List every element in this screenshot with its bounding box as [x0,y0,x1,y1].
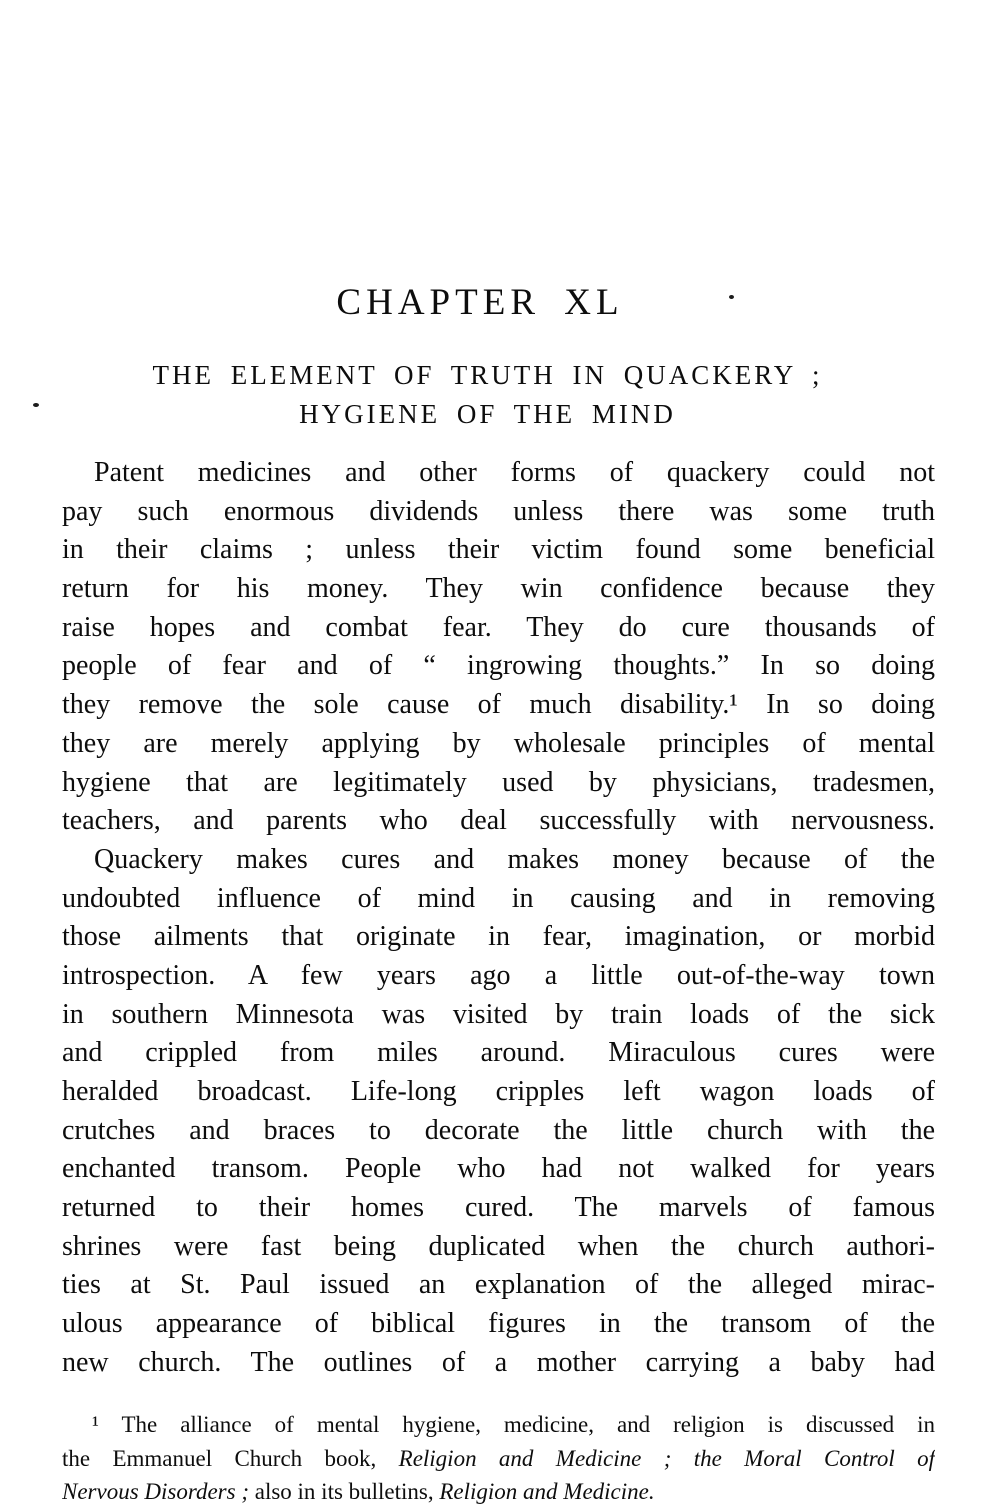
text-line: pay such enormous dividends unless there was some truth [62,495,935,527]
text-line: ulous appearance of biblical figures in the transom of the [62,1308,935,1340]
chapter-subtitle [0,356,975,434]
text-line: Patent medicines and other forms of quackery could not [94,457,935,488]
text-line: return for his money. They win confidence because they [62,573,935,605]
paragraph-2 [62,841,935,1383]
text-line: shrines were fast being duplicated when the church authori- [62,1230,935,1262]
text-line: heralded broadcast. Life-long cripples left wagon loads of [62,1076,935,1107]
text-line: ¹ The alliance of mental hygiene, medicine, and religion is discussed in [92,1412,935,1437]
text-line: they are merely applying by wholesale principles of mental [62,727,935,759]
text-line: raise hopes and combat fear. They do cure thousands of [62,611,935,643]
text-line: introspection. A few years ago a little out-of-the-way town [62,959,935,991]
text-line: teachers, and parents who deal successfully with nervousness. [62,805,935,837]
text-line: in their claims ; unless their victim found some beneficial [62,534,935,566]
text-line: new church. The outlines of a mother carrying a baby had [62,1346,935,1378]
text-line: and crippled from miles around. Miraculous cures were [62,1037,935,1069]
chapter-heading: CHAPTER XL [336,282,624,323]
text-line: those ailments that originate in fear, imagination, or morbid [62,921,935,953]
text-line: the Emmanuel Church book, Religion and Medicine ; the Moral Control of [62,1445,935,1471]
subtitle-line-2: HYGIENE OF THE MIND [299,399,676,429]
text-line: enchanted transom. People who had not walked for years [62,1153,935,1185]
text-line: crutches and braces to decorate the little church with the [62,1114,935,1146]
body-text [62,454,935,1383]
subtitle-line-1: THE ELEMENT OF TRUTH IN QUACKERY ; [152,360,823,390]
text-line: Quackery makes cures and makes money because of the [94,843,935,875]
text-line: returned to their homes cured. The marvels of famous [62,1192,935,1224]
text-line: they remove the sole cause of much disability.¹ In so doing [62,689,935,721]
paragraph-1 [62,454,935,841]
text-line: in southern Minnesota was visited by train loads of the sick [62,998,935,1030]
text-line: Nervous Disorders ; also in its bulletins, Religion and Medicine. [62,1479,655,1504]
text-line: undoubted influence of mind in causing and in removing [62,882,935,914]
text-line: hygiene that are legitimately used by physicians, tradesmen, [62,766,935,798]
footnote [62,1408,935,1509]
text-line: people of fear and of “ ingrowing thoughts.” In so doing [62,650,935,682]
text-line: ties at St. Paul issued an explanation of the alleged mirac- [62,1269,935,1301]
